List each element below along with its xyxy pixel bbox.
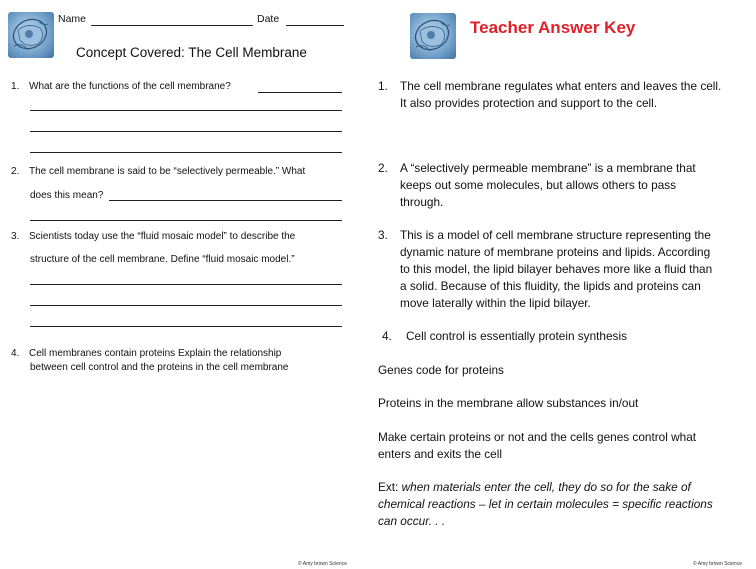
answer-line[interactable] — [30, 152, 342, 153]
cell-logo-right — [410, 13, 456, 59]
question-3-number: 3. — [11, 231, 20, 242]
cell-logo-left — [8, 12, 54, 58]
answer-line[interactable] — [258, 92, 342, 93]
question-2-text-line1: The cell membrane is said to be “selectively permeable.” What — [29, 166, 306, 177]
answer-3-line5: move laterally within the lipid bilayer. — [400, 296, 591, 310]
answer-3-line4: a solid. Because of this fluidity, the lipids and proteins can — [400, 279, 701, 293]
answer-3-number: 3. — [378, 228, 388, 242]
extension-line1: when materials enter the cell, they do so for the sake of — [401, 480, 691, 494]
answer-2-line2: keeps out some molecules, but allows others to pass — [400, 178, 677, 192]
answer-line[interactable] — [30, 284, 342, 285]
question-1-number: 1. — [11, 81, 20, 92]
question-1 — [11, 80, 231, 94]
answer-2 — [378, 160, 696, 177]
answer-line[interactable] — [109, 200, 342, 201]
answer-line[interactable] — [30, 131, 342, 132]
answer-3-line1: This is a model of cell membrane structure representing the — [400, 228, 711, 242]
question-4-text-line2: between cell control and the proteins in the cell membrane — [30, 362, 289, 373]
name-field[interactable] — [91, 25, 253, 26]
note-protein-control-line1: Make certain proteins or not and the cells genes control what — [378, 430, 697, 444]
question-4-number: 4. — [11, 348, 20, 359]
answer-3-line3: to this model, the lipid bilayer behaves more like a fluid than — [400, 262, 713, 276]
answer-line[interactable] — [30, 305, 342, 306]
extension-note — [378, 479, 691, 496]
date-field[interactable] — [286, 25, 344, 26]
date-label: Date — [257, 13, 280, 25]
answer-4 — [382, 328, 627, 345]
question-3 — [11, 230, 295, 244]
answer-1-line1: The cell membrane regulates what enters and leaves the cell. — [400, 79, 722, 93]
extension-label: Ext: — [378, 480, 399, 494]
answer-line[interactable] — [30, 110, 342, 111]
answer-2-line1: A “selectively permeable membrane” is a membrane that — [400, 161, 696, 175]
answer-key-title: Teacher Answer Key — [470, 18, 636, 37]
answer-4-number: 4. — [382, 329, 392, 343]
extension-line2: chemical reactions – let in certain molecules = specific reactions — [378, 497, 713, 511]
question-2-number: 2. — [11, 166, 20, 177]
question-2-text-line2: does this mean? — [30, 190, 104, 201]
answer-1-line2: It also provides protection and support to the cell. — [400, 96, 658, 110]
footer-right: © Amy brown Science — [693, 561, 742, 567]
name-label: Name — [58, 13, 87, 25]
question-4-text-line1: Cell membranes contain proteins Explain the relationship — [29, 348, 282, 359]
note-membrane-proteins: Proteins in the membrane allow substances in/out — [378, 396, 639, 410]
answer-1-number: 1. — [378, 79, 388, 93]
question-3-text-line2: structure of the cell membrane. Define “fluid mosaic model.” — [30, 254, 295, 265]
answer-4-line1: Cell control is essentially protein synthesis — [406, 329, 627, 343]
answer-3-line2: dynamic nature of membrane proteins and lipids. According — [400, 245, 711, 259]
answer-2-number: 2. — [378, 161, 388, 175]
answer-3 — [378, 227, 711, 244]
answer-line[interactable] — [30, 220, 342, 221]
question-2 — [11, 165, 305, 179]
footer-left: © Amy brown Science — [298, 561, 347, 567]
question-4 — [11, 347, 281, 361]
note-genes: Genes code for proteins — [378, 363, 504, 377]
answer-line[interactable] — [30, 326, 342, 327]
extension-line3: can occur. . . — [378, 514, 446, 528]
answer-1 — [378, 78, 721, 95]
question-3-text-line1: Scientists today use the “fluid mosaic model” to describe the — [29, 231, 296, 242]
note-protein-control-line2: enters and exits the cell — [378, 447, 502, 461]
concept-title: Concept Covered: The Cell Membrane — [76, 45, 307, 60]
answer-2-line3: through. — [400, 195, 444, 209]
question-1-text: What are the functions of the cell membrane? — [29, 81, 231, 92]
